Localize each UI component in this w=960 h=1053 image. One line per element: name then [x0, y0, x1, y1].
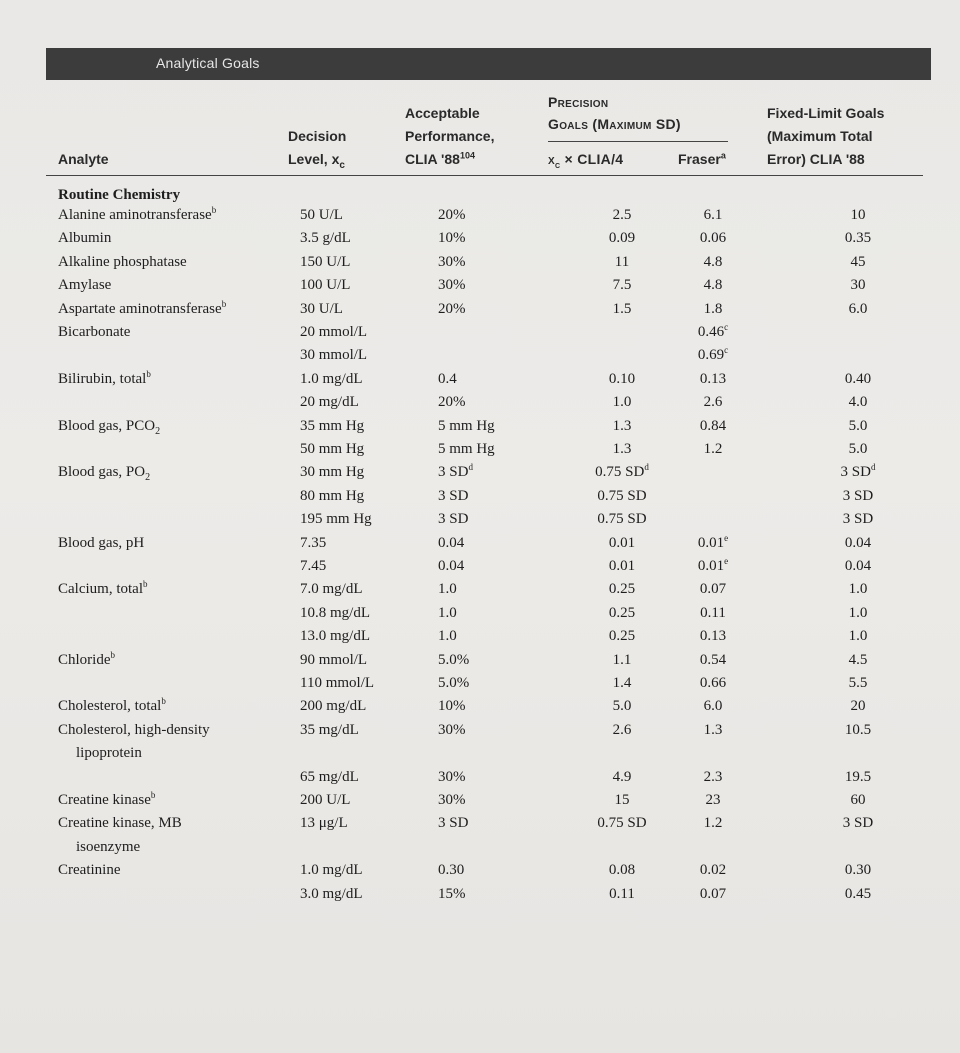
header-acceptable-line1: Acceptable: [405, 105, 480, 121]
precision-fraser: 0.11: [700, 604, 726, 621]
acceptable-performance: 20%: [438, 300, 466, 317]
header-decision-line2: Level, $x_c$: [288, 151, 345, 171]
precision-xc-clia: 0.25: [608, 628, 636, 645]
fixed-limit-goal: 0.45: [844, 885, 872, 902]
precision-fraser: 1.8: [703, 300, 723, 317]
precision-xc-clia: 1.5: [612, 300, 632, 317]
precision-xc-clia: 4.9: [612, 768, 632, 785]
precision-xc-clia: 5.0: [612, 698, 632, 715]
decision-level: 100 U/L: [300, 277, 351, 294]
analyte-name: isoenzyme: [76, 838, 141, 855]
precision-fraser: 0.01e: [697, 532, 729, 551]
acceptable-performance: 3 SD: [438, 511, 469, 528]
analyte-name: Alanine aminotransferase$^b$: [58, 205, 217, 223]
acceptable-performance: 0.04: [438, 558, 465, 574]
precision-header-rule: [548, 141, 728, 142]
analyte-name: Alkaline phosphatase: [58, 253, 187, 270]
analyte-name: Cholesterol, high-density: [58, 721, 210, 738]
precision-fraser: 2.3: [703, 768, 723, 785]
precision-fraser: 0.46$^c$: [697, 322, 729, 340]
acceptable-performance: 3 $SD^d$: [438, 462, 473, 481]
precision-fraser: 0.01e: [697, 556, 729, 574]
decision-level: 20 mg/dL: [300, 394, 359, 411]
precision-fraser: 0.69$^c$: [697, 345, 729, 364]
analyte-name: Bilirubin, total$^b$: [58, 368, 151, 387]
fixed-limit-goal: 3 SD: [842, 487, 874, 504]
acceptable-performance: 30%: [438, 768, 466, 785]
acceptable-performance: 3 SD: [438, 487, 469, 504]
decision-level: 30 U/L: [300, 300, 343, 317]
decision-level: 150 U/L: [300, 253, 351, 270]
analyte-name: Blood gas, $PO_2$: [58, 464, 151, 484]
precision-fraser: 0.07: [699, 885, 727, 902]
acceptable-performance: 3 SD: [438, 815, 469, 832]
decision-level: 90 mmol/L: [300, 651, 368, 668]
analyte-name: lipoprotein: [76, 745, 142, 762]
title-bar: [46, 48, 931, 80]
acceptable-performance: 10%: [438, 230, 466, 247]
acceptable-performance: 5 mm Hg: [438, 417, 495, 434]
precision-xc-clia: 0.08: [608, 862, 636, 879]
precision-fraser: 6.0: [703, 698, 723, 715]
decision-level: 13 μg/L: [300, 815, 348, 832]
precision-xc-clia: 1.4: [612, 675, 632, 691]
precision-xc-clia: 1.3: [612, 417, 632, 434]
fixed-limit-goal: 10.5: [844, 721, 872, 738]
precision-xc-clia: 0.25: [608, 581, 636, 598]
header-bottom-rule: [46, 175, 923, 176]
fixed-limit-goal: 10: [850, 207, 866, 223]
precision-xc-clia: 0.01: [608, 534, 636, 551]
header-acceptable-line2: Performance,: [405, 128, 495, 144]
fixed-limit-goal: 5.5: [848, 675, 868, 691]
analyte-name: Creatine kinase, MB: [58, 815, 182, 832]
decision-level: 3.0 mg/dL: [300, 885, 363, 902]
precision-xc-clia: 1.0: [612, 394, 632, 411]
decision-level: 35 mm Hg: [300, 417, 365, 434]
decision-level: 30 mm Hg: [300, 464, 365, 481]
acceptable-performance: 30%: [438, 721, 466, 738]
decision-level: 3.5 g/dL: [300, 230, 351, 247]
precision-xc-clia: 0.09: [608, 230, 636, 247]
decision-level: 1.0 mg/dL: [300, 370, 363, 387]
decision-level: 7.0 mg/dL: [300, 581, 363, 598]
decision-level: 50 mm Hg: [300, 441, 365, 457]
decision-level: 200 U/L: [300, 792, 351, 808]
header-decision-line1: Decision: [288, 128, 347, 144]
precision-xc-clia: 2.6: [612, 721, 632, 738]
fixed-limit-goal: 3 SD: [842, 815, 874, 832]
acceptable-performance: 5 mm Hg: [438, 441, 495, 457]
table-title: Analytical Goals: [156, 55, 260, 71]
decision-level: 7.35: [300, 534, 327, 551]
precision-xc-clia: 0.10: [608, 370, 636, 387]
section-heading: Routine Chemistry: [58, 187, 181, 203]
fixed-limit-goal: 6.0: [848, 300, 868, 317]
acceptable-performance: 15%: [438, 885, 466, 902]
precision-fraser: 0.66: [699, 675, 727, 691]
header-fraser: Fraser$^a$: [678, 150, 726, 167]
header-xc-clia: $x_c$ × CLIA/4: [548, 151, 624, 171]
acceptable-performance: 30%: [438, 792, 466, 808]
precision-xc-clia: 2.5: [612, 207, 632, 223]
precision-fraser: 4.8: [703, 253, 723, 270]
precision-xc-clia: 0.11: [609, 885, 635, 902]
precision-fraser: 2.6: [703, 394, 723, 411]
fixed-limit-goal: 4.0: [848, 394, 868, 411]
fixed-limit-goal: 1.0: [848, 604, 868, 621]
decision-level: 195 mm Hg: [300, 511, 372, 528]
decision-level: 110 mmol/L: [300, 675, 375, 691]
precision-fraser: 0.13: [699, 628, 727, 645]
precision-xc-clia: 0.01: [608, 558, 636, 574]
header-fixed-line1: Fixed-Limit Goals: [767, 105, 885, 121]
header-fixed-line2: (Maximum Total: [767, 128, 873, 144]
analyte-name: Blood gas, $PCO_2$: [58, 417, 161, 437]
precision-fraser: 0.13: [699, 370, 727, 387]
acceptable-performance: 30%: [438, 277, 466, 294]
acceptable-performance: 20%: [438, 394, 466, 411]
analyte-name: Blood gas, pH: [58, 534, 145, 551]
precision-fraser: 0.06: [699, 230, 727, 247]
analyte-name: Albumin: [58, 230, 112, 247]
analyte-name: Amylase: [58, 277, 112, 294]
precision-xc-clia: 1.1: [612, 651, 632, 668]
precision-fraser: 0.02: [699, 862, 727, 879]
decision-level: 20 mmol/L: [300, 324, 368, 340]
header-fixed-line3: Error) CLIA '88: [767, 151, 865, 167]
precision-fraser: 1.3: [703, 721, 723, 738]
fixed-limit-goal: 0.35: [844, 230, 872, 247]
fixed-limit-goal: 60: [850, 792, 866, 808]
decision-level: 50 U/L: [300, 207, 343, 223]
fixed-limit-goal: 5.0: [848, 417, 868, 434]
precision-xc-clia: 0.75 $SD^d$: [595, 462, 649, 481]
fixed-limit-goal: 4.5: [848, 651, 868, 668]
fixed-limit-goal: 3 $SD^d$: [840, 462, 876, 481]
analyte-name: Aspartate aminotransferase$^b$: [58, 298, 227, 317]
analyte-name: Creatine kinase$^b$: [58, 790, 156, 808]
analyte-name: Calcium, total$^b$: [58, 579, 148, 598]
acceptable-performance: 5.0%: [438, 675, 470, 691]
decision-level: 200 mg/dL: [300, 698, 367, 715]
header-acceptable-line3: CLIA '$88^{104}$: [405, 150, 475, 167]
precision-fraser: 1.2: [703, 441, 723, 457]
decision-level: 13.0 mg/dL: [300, 628, 370, 645]
decision-level: 80 mm Hg: [300, 487, 365, 504]
precision-fraser: 0.07: [699, 581, 727, 598]
decision-level: 10.8 mg/dL: [300, 604, 370, 621]
fixed-limit-goal: 30: [850, 277, 866, 294]
decision-level: 1.0 mg/dL: [300, 862, 363, 879]
fixed-limit-goal: 0.04: [844, 534, 872, 551]
acceptable-performance: 5.0%: [438, 651, 470, 668]
acceptable-performance: 0.30: [438, 862, 465, 879]
fixed-limit-goal: 0.30: [844, 862, 872, 879]
fixed-limit-goal: 3 SD: [842, 511, 874, 528]
acceptable-performance: 1.0: [438, 604, 457, 621]
analyte-name: Cholesterol, total$^b$: [58, 696, 166, 715]
precision-xc-clia: 0.75 SD: [597, 511, 647, 528]
acceptable-performance: 0.04: [438, 534, 465, 551]
precision-fraser: 1.2: [703, 815, 723, 832]
acceptable-performance: 1.0: [438, 581, 457, 598]
fixed-limit-goal: 0.40: [844, 370, 872, 387]
precision-xc-clia: 0.75 SD: [597, 487, 647, 504]
analyte-name: Creatinine: [58, 862, 121, 879]
acceptable-performance: 0.4: [438, 370, 457, 387]
precision-xc-clia: 1.3: [612, 441, 632, 457]
header-precision-line1: Precision: [548, 94, 609, 110]
fixed-limit-goal: 20: [850, 698, 866, 715]
acceptable-performance: 10%: [438, 698, 466, 715]
decision-level: 30 mmol/L: [300, 347, 368, 364]
precision-fraser: 0.54: [699, 651, 727, 668]
precision-fraser: 0.84: [699, 417, 727, 434]
acceptable-performance: 30%: [438, 253, 466, 270]
precision-xc-clia: 7.5: [612, 277, 632, 294]
analyte-name: Bicarbonate: [58, 324, 131, 340]
fixed-limit-goal: 19.5: [844, 768, 872, 785]
precision-fraser: 6.1: [703, 207, 723, 223]
precision-xc-clia: 0.25: [608, 604, 636, 621]
acceptable-performance: 1.0: [438, 628, 457, 645]
fixed-limit-goal: 1.0: [848, 628, 868, 645]
fixed-limit-goal: 45: [850, 253, 866, 270]
precision-fraser: 4.8: [703, 277, 723, 294]
decision-level: 7.45: [300, 558, 327, 574]
precision-xc-clia: 11: [614, 253, 630, 270]
decision-level: 35 mg/dL: [300, 721, 359, 738]
fixed-limit-goal: 1.0: [848, 581, 868, 598]
header-analyte: Analyte: [58, 151, 109, 167]
analyte-name: Chloride$^b$: [58, 649, 115, 668]
decision-level: 65 mg/dL: [300, 768, 359, 785]
precision-xc-clia: 15: [614, 792, 630, 808]
acceptable-performance: 20%: [438, 207, 466, 223]
precision-fraser: 23: [705, 792, 721, 808]
fixed-limit-goal: 0.04: [844, 558, 872, 574]
fixed-limit-goal: 5.0: [848, 441, 868, 457]
precision-xc-clia: 0.75 SD: [597, 815, 647, 832]
header-precision-line2: Goals (Maximum SD): [548, 116, 681, 132]
